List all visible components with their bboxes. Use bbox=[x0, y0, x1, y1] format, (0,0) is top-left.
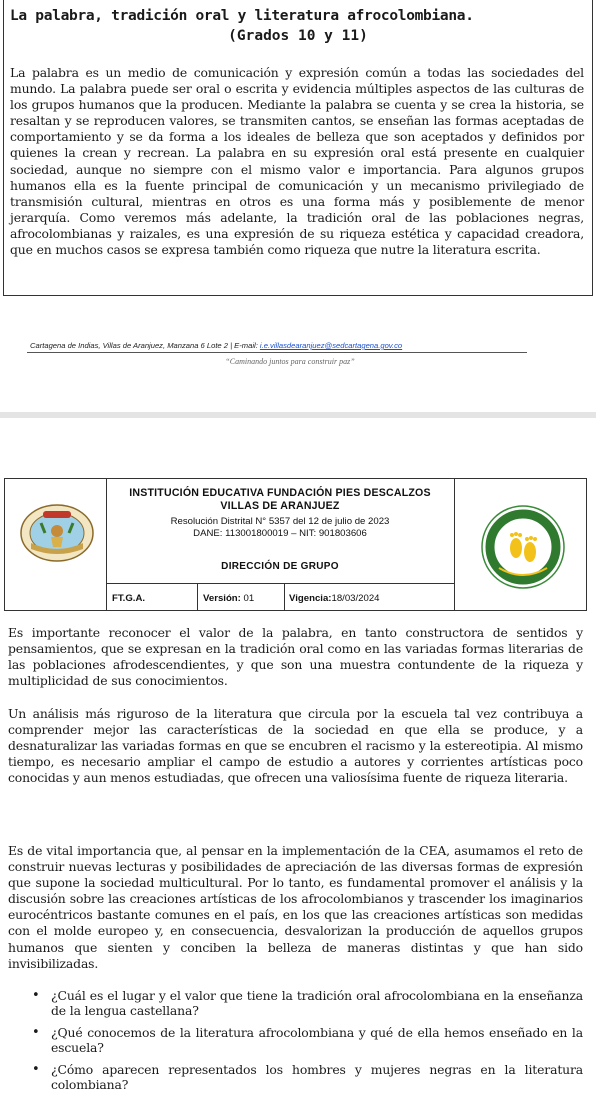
campus-name: VILLAS DE ARANJUEZ bbox=[220, 500, 340, 512]
document-subtitle: (Grados 10 y 11) bbox=[228, 28, 368, 44]
version-value: 01 bbox=[240, 593, 255, 604]
footer-address bbox=[30, 341, 402, 350]
institution-name: INSTITUCIÓN EDUCATIVA FUNDACIÓN PIES DESCALZOS bbox=[129, 487, 431, 499]
document-code: FT.G.A. bbox=[112, 593, 146, 604]
body-paragraph: Es importante reconocer el valor de la palabra, en tanto constructora de sentidos y pensamientos, que se expresan en la tradición oral como en las variadas formas literarias de las poblaciones afrodescendientes, y que son una muestra contundente de la riqueza y multiplicidad de sus conocimientos. bbox=[8, 625, 583, 689]
question-item: • ¿Cuál es el lugar y el valor que tiene la tradición oral afrocolombiana en la enseñanza de la lengua castellana? bbox=[8, 988, 583, 1019]
school-logo-icon bbox=[477, 504, 569, 590]
institution-header-table bbox=[4, 478, 587, 611]
version-cell bbox=[203, 593, 254, 604]
body-paragraph: Es de vital importancia que, al pensar en la implementación de la CEA, asumamos el reto de construir nuevas lecturas y posibilidades de apreciación de las diversas formas de expresión que supone la sociedad multicultural. Por lo tanto, es fundamental promover el análisis y la discusión sobre las creaciones artísticas de los afrocolombianos y trascender los imaginarios eurocéntricos bastante comunes en el país, en los que las creaciones artísticas son medidas con el molde europeo y, en consecuencia, desvalorizan la producción de aquellos grupos humanos que sienten y conciben la belleza de maneras distintas y que han sido invisibilizadas. bbox=[8, 843, 583, 971]
header-divider bbox=[197, 583, 198, 610]
version-label: Versión: bbox=[203, 593, 241, 604]
header-divider bbox=[454, 479, 455, 610]
footer-motto: “Caminando juntos para construir paz” bbox=[225, 357, 355, 366]
question-list bbox=[8, 988, 583, 1098]
cartagena-coat-of-arms-icon bbox=[19, 503, 95, 563]
question-item: • ¿Cómo aparecen representados los hombres y mujeres negras en la literatura colombiana? bbox=[8, 1062, 583, 1093]
footer-email-link[interactable]: i.e.villasdearanjuez@sedcartagena.gov.co bbox=[259, 341, 403, 350]
question-item: • ¿Qué conocemos de la literatura afrocolombiana y qué de ella hemos enseñado en la escuela? bbox=[8, 1025, 583, 1056]
header-divider bbox=[106, 583, 454, 584]
page-separator bbox=[0, 412, 596, 418]
validity-value: 18/03/2024 bbox=[331, 593, 380, 604]
resolution-text: Resolución Distrital N° 5357 del 12 de julio de 2023 bbox=[170, 516, 390, 527]
direction-title: DIRECCIÓN DE GRUPO bbox=[221, 561, 339, 572]
header-divider bbox=[284, 583, 285, 610]
validity-label: Vigencia: bbox=[289, 593, 332, 604]
page-one bbox=[0, 0, 596, 412]
intro-paragraph: La palabra es un medio de comunicación y expresión común a todas las sociedades del mundo. La palabra puede ser oral o escrita y evidencia múltiples aspectos de las culturas de los grupos humanos que la producen. Mediante la palabra se cuenta y se crea la historia, se resaltan y se reproducen valores, se transmiten cantos, se enseñan las formas aceptadas de comportamiento y se da forma a los ideales de belleza que son aceptados y definidos por quienes la crean y recrean. La palabra en su expresión oral está presente en cualquier sociedad, aunque no siempre con el mismo valor e importancia. Para algunos grupos humanos ella es la fuente principal de comunicación y un mecanismo privilegiado de transmisión cultural, mientras en otros es una forma más y posiblemente de menor jerarquía. Como veremos más adelante, la tradición oral de las poblaciones negras, afrocolombianas y raizales, es una expresión de su riqueza estética y capacidad creadora, que en muchos casos se expresa también como riqueza que nutre la literatura escrita. bbox=[10, 65, 584, 258]
validity-cell bbox=[289, 593, 380, 604]
footer-divider bbox=[27, 352, 527, 353]
document-title: La palabra, tradición oral y literatura afrocolombiana. bbox=[10, 8, 474, 24]
dane-nit-text: DANE: 113001800019 – NIT: 901803606 bbox=[193, 528, 367, 539]
body-paragraph: Un análisis más riguroso de la literatura que circula por la escuela tal vez contribuya a comprender mejor las características de la sociedad en que ella se produce, y a desnaturalizar las variadas formas en que se encubren el racismo y la estereotipia. Al mismo tiempo, es necesario ampliar el campo de estudio a autores y corrientes artísticas poco conocidas y aun menos estudiadas, que ofrecen una valiosísima fuente de riqueza literaria. bbox=[8, 706, 583, 786]
footer-address-text: Cartagena de Indias, Villas de Aranjuez, Manzana 6 Lote 2 | E-mail: bbox=[30, 341, 260, 350]
